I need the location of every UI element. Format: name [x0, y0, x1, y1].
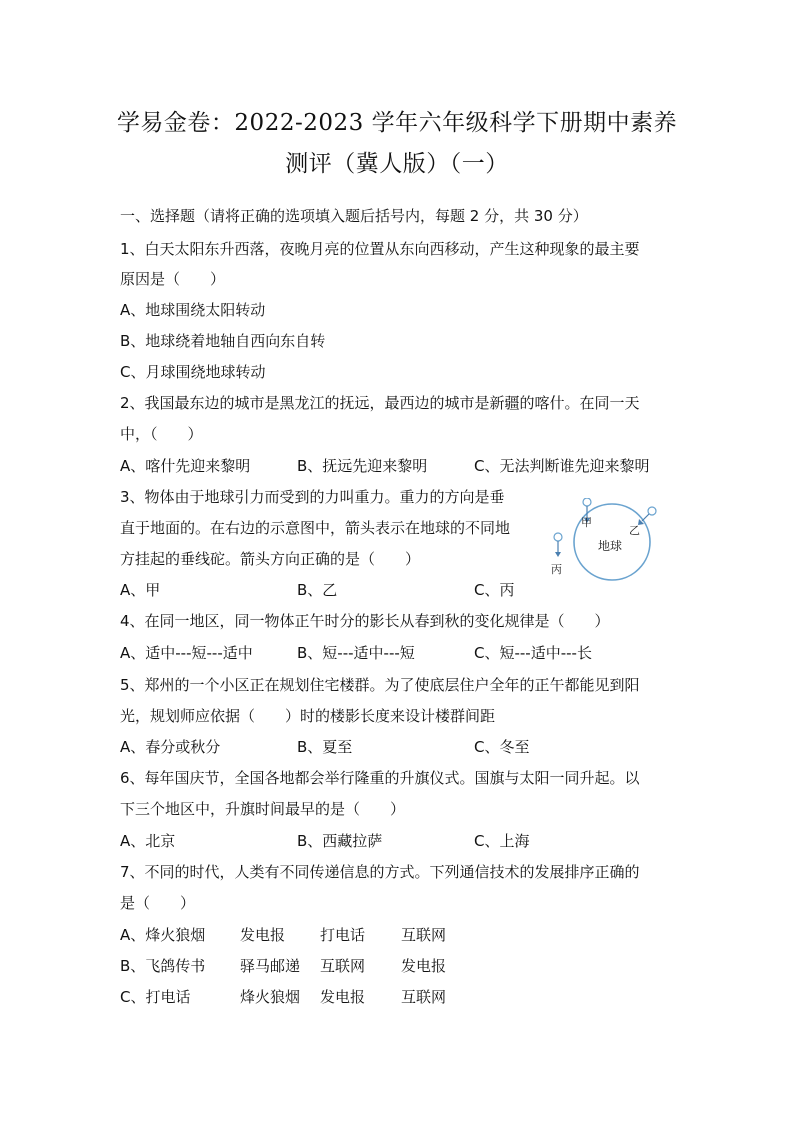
q7-stem-line1: 7、不同的时代，人类有不同传递信息的方式。下列通信技术的发展排序正确的 [120, 863, 640, 881]
q6-stem-line1: 6、每年国庆节，全国各地都会举行隆重的升旗仪式。国旗与太阳一同升起。以 [120, 769, 640, 787]
q7-option-a-item3: 打电话 [320, 926, 366, 944]
q7-option-c-item2: 烽火狼烟 [240, 988, 301, 1006]
q3-option-c: C、丙 [474, 581, 515, 599]
arrow-bing [555, 552, 561, 557]
q4-option-c: C、短---适中---长 [474, 644, 592, 662]
q7-option-b-item2: 驿马邮递 [240, 957, 301, 975]
q7-option-c-item3: 发电报 [320, 988, 366, 1006]
q4-option-b: B、短---适中---短 [297, 644, 415, 662]
q6-option-b: B、西藏拉萨 [297, 832, 383, 850]
q2-option-b: B、抚远先迎来黎明 [297, 457, 428, 475]
q6-stem-line2: 下三个地区中，升旗时间最早的是（ ） [120, 800, 406, 818]
q1-option-a: A、地球围绕太阳转动 [120, 301, 266, 319]
label-jia: 甲 [581, 516, 592, 529]
q2-option-a: A、喀什先迎来黎明 [120, 457, 251, 475]
label-earth: 地球 [598, 539, 623, 553]
q1-stem-line2: 原因是（ ） [120, 270, 226, 288]
page-title-line2: 测评（冀人版）（一） [285, 151, 509, 177]
q5-option-b: B、夏至 [297, 738, 353, 756]
q7-option-c-item1: C、打电话 [120, 988, 191, 1006]
q6-option-a: A、北京 [120, 832, 176, 850]
q7-stem-line2: 是（ ） [120, 894, 196, 912]
q5-stem-line2: 光，规划师应依据（ ）时的楼影长度来设计楼群间距 [120, 707, 496, 725]
q6-option-c: C、上海 [474, 832, 530, 850]
section-heading: 一、选择题（请将正确的选项填入题后括号内，每题 2 分，共 30 分） [120, 207, 588, 225]
q2-stem-line1: 2、我国最东边的城市是黑龙江的抚远，最西边的城市是新疆的喀什。在同一天 [120, 394, 640, 412]
q3-stem-line3: 方挂起的垂线砣。箭头方向正确的是（ ） [120, 550, 421, 568]
q7-option-b-item4: 发电报 [401, 957, 447, 975]
q2-stem-line2: 中，（ ） [120, 425, 203, 443]
q7-option-b-item1: B、飞鸽传书 [120, 957, 206, 975]
q3-option-a: A、甲 [120, 581, 161, 599]
q1-option-c: C、月球围绕地球转动 [120, 363, 266, 381]
pendulum-yi [648, 507, 656, 515]
q5-option-c: C、冬至 [474, 738, 530, 756]
q4-option-a: A、适中---短---适中 [120, 644, 253, 662]
q1-stem-line1: 1、白天太阳东升西落，夜晚月亮的位置从东向西移动，产生这种现象的最主要 [120, 240, 640, 258]
q7-option-b-item3: 互联网 [320, 957, 366, 975]
q5-option-a: A、春分或秋分 [120, 738, 221, 756]
label-bing: 丙 [551, 563, 562, 576]
pendulum-bing [554, 533, 562, 541]
q3-stem-line1: 3、物体由于地球引力而受到的力叫重力。重力的方向是垂 [120, 488, 505, 506]
q5-stem-line1: 5、郑州的一个小区正在规划住宅楼群。为了使底层住户全年的正午都能见到阳 [120, 676, 640, 694]
earth-gravity-diagram [548, 498, 660, 582]
pendulum-jia [583, 498, 591, 506]
q3-option-b: B、乙 [297, 581, 338, 599]
q7-option-c-item4: 互联网 [401, 988, 447, 1006]
q1-option-b: B、地球绕着地轴自西向东自转 [120, 332, 326, 350]
q4-stem-line1: 4、在同一地区，同一物体正午时分的影长从春到秋的变化规律是（ ） [120, 612, 610, 630]
q7-option-a-item2: 发电报 [240, 926, 286, 944]
page-title-line1: 学易金卷：2022-2023 学年六年级科学下册期中素养 [116, 110, 678, 136]
label-yi: 乙 [629, 524, 640, 537]
q7-option-a-item1: A、烽火狼烟 [120, 926, 206, 944]
q7-option-a-item4: 互联网 [401, 926, 447, 944]
q2-option-c: C、无法判断谁先迎来黎明 [474, 457, 650, 475]
q3-stem-line2: 直于地面的。在右边的示意图中，箭头表示在地球的不同地 [120, 519, 511, 537]
